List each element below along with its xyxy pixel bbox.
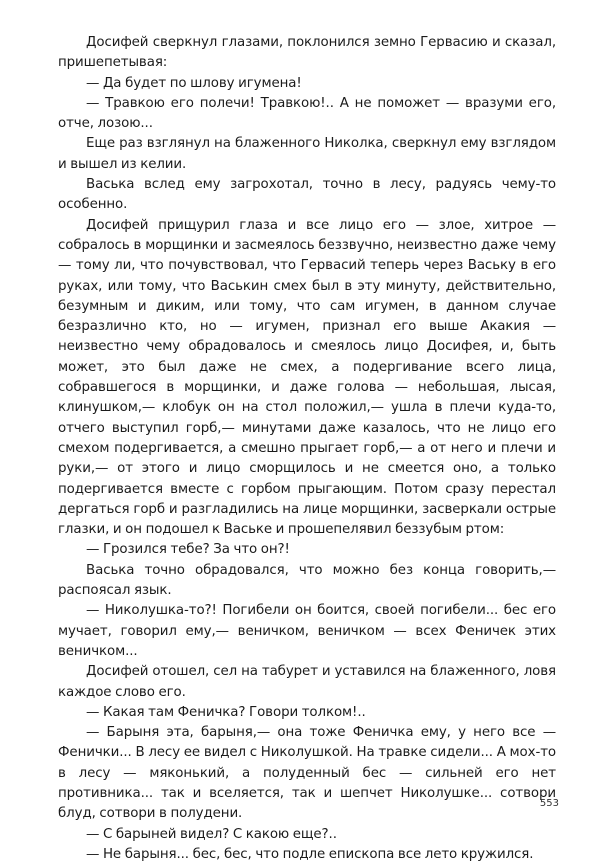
paragraph: — Не барыня... бес, бес, что подле епископа все лето кружился. bbox=[86, 846, 534, 862]
paragraph: Досифей прищурил глаза и все лицо его — злое, хитрое — собралось в морщинки и засмеялось беззвучно, неизвестно даже чему — тому ли, что почувствовал, что Гервасий теперь через Ваську в его руках, или тому, что Васькин смех был в эту минуту, действительно, безумным и диким, или тому, что сам игумен, в данном случае безразлично кто, но — игумен, признал его выше Акакия — неизвестно чему обрадовалось и смеялось лицо Досифея, и, быть может, это был даже не смех, а подергивание всего лица, собравшегося в морщинки, и даже голова — небольшая, лысая, клинушком,— клобук он на стол положил,— ушла в плечи куда-то, отчего выступил горб,— минутами даже казалось, что не лицо его смехом подергивается, а смешно прыгает горб,— а от него и плечи и руки,— от этого и лицо сморщилось и не смеется оно, а только подергивается вместе с горбом прыгающим. Потом сразу перестал дергаться горб и разгладились на лице морщинки, засверкали острые глазки, и он подошел к Ваське и прошепелявил беззубым ртом: bbox=[58, 217, 556, 538]
paragraph: — Какая там Феничка? Говори толком!.. bbox=[86, 704, 366, 720]
paragraph: Васька вслед ему загрохотал, точно в лесу, радуясь чему-то особенно. bbox=[58, 177, 556, 213]
paragraph: Еще раз взглянул на блаженного Николка, сверкнул ему взглядом и вышел из келии. bbox=[58, 136, 556, 172]
paragraph: Досифей сверкнул глазами, поклонился земно Гервасию и сказал, пришепетывая: bbox=[58, 35, 556, 71]
paragraph: — Да будет по шлову игумена! bbox=[86, 75, 302, 91]
page-body bbox=[58, 33, 556, 865]
paragraph: — С барыней видел? С какою еще?.. bbox=[86, 826, 337, 842]
paragraph: — Травкою его полечи! Травкою!.. А не поможет — вразуми его, отче, лозою... bbox=[58, 95, 556, 132]
page-number: 553 bbox=[539, 798, 559, 809]
paragraph: — Грозился тебе? За что он?! bbox=[86, 542, 290, 558]
paragraph: Васька точно обрадовался, что можно без конца говорить,— распоясал язык. bbox=[58, 562, 556, 599]
paragraph: — Барыня эта, барыня,— она тоже Феничка ему, у него все — Фенички... В лесу ее видел с Николушкой. На травке сидели... А мох-то в лесу — мяконький, а полуденный бес — сильней его нет противника... так и вселяется, так и шепчет Николушке... сотвори блуд, сотвори в полудени. bbox=[58, 725, 556, 822]
paragraph: Досифей отошел, сел на табурет и уставился на блаженного, ловя каждое слово его. bbox=[58, 664, 556, 700]
paragraph: — Николушка-то?! Погибели он боится, своей погибели... бес его мучает, говорил ему,— веничком, веничком — всех Феничек этих веничком... bbox=[58, 603, 556, 659]
